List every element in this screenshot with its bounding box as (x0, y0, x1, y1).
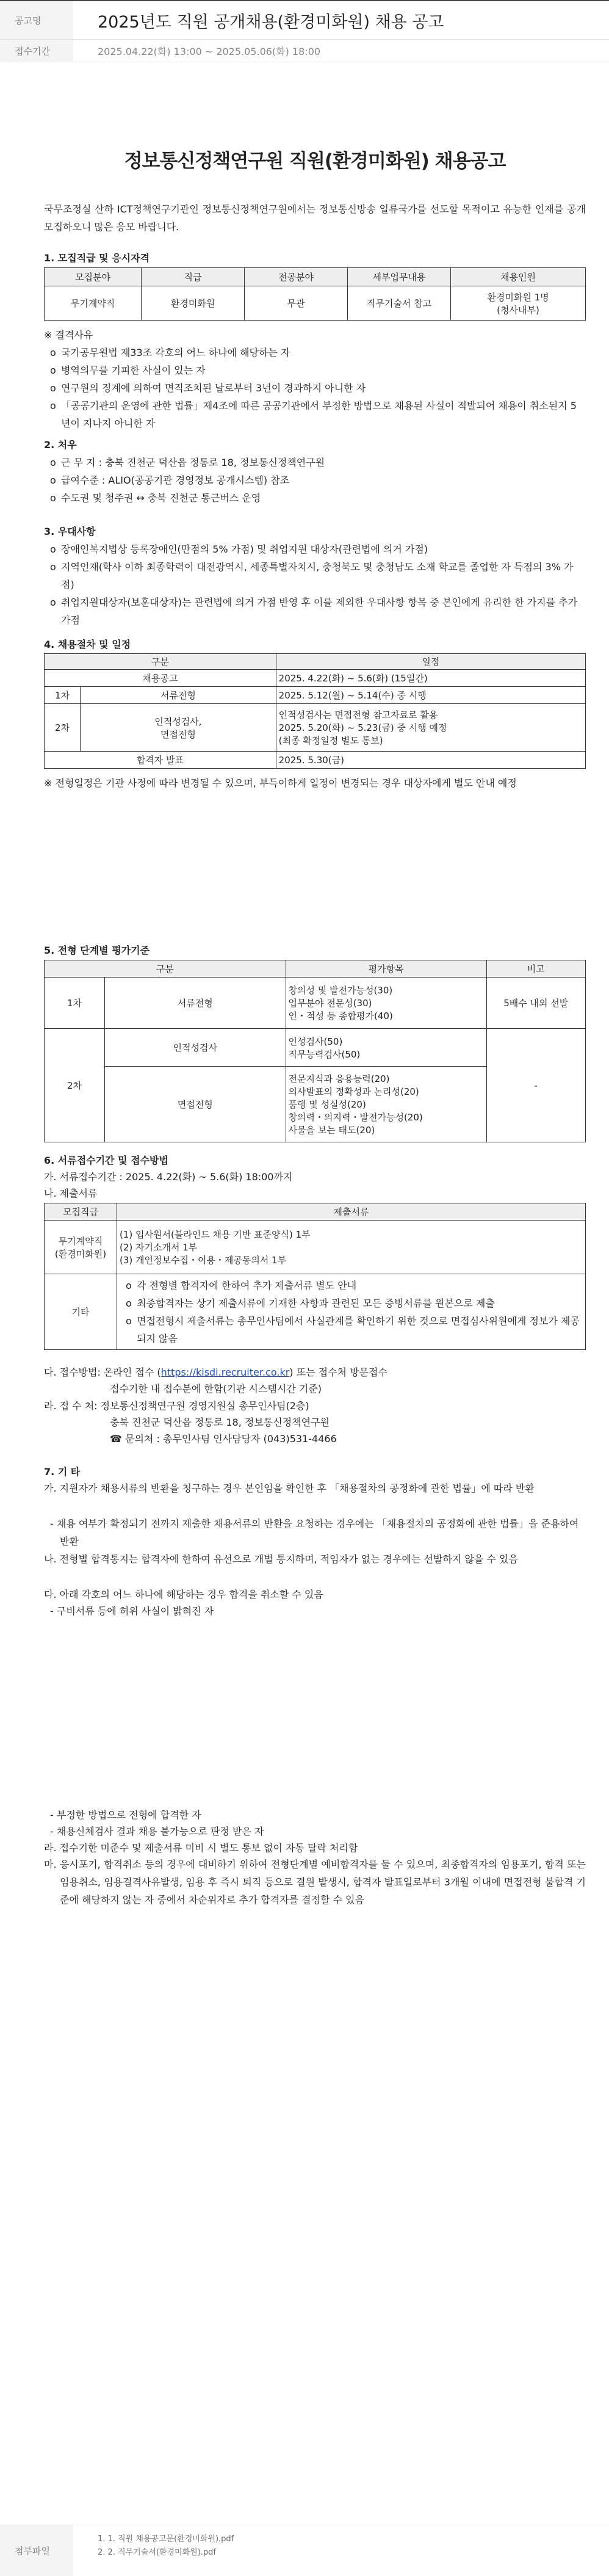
td-document-screening: 서류전형 (81, 687, 276, 704)
th-eval-note: 비고 (486, 960, 585, 978)
attachment-link[interactable]: 2. 2. 직무기술서(환경미화원).pdf (98, 2548, 217, 2557)
th-schedule: 일정 (276, 654, 585, 670)
recruitment-table (44, 267, 586, 321)
td-eval-stage-1: 1차 (45, 978, 105, 1029)
list-item: o 최종합격자는 상기 제출서류에 기재한 사항과 관련된 모든 증빙서류를 원본으로 제출 (120, 1294, 583, 1312)
section-4-title: 4. 채용절차 및 일정 (44, 639, 131, 650)
other-c1: - 구비서류 등에 허위 사실이 밝혀진 자 (50, 1605, 214, 1617)
td-eval-interview: 면접전형 (105, 1067, 286, 1142)
other-c3: - 채용신체검사 결과 채용 불가능으로 판정 받은 자 (50, 1826, 264, 1837)
treatment-list (44, 454, 586, 507)
list-item: o 면접전형시 제출서류는 총무인사팀에서 사실관계를 확인하기 위한 것으로 면접심사위원에게 정보가 제공되지 않음 (120, 1312, 583, 1348)
list-item: o 근 무 지 : 충북 진천군 덕산읍 정통로 18, 정보통신정책연구원 (44, 454, 586, 471)
attachments-label: 첨부파일 (0, 2525, 73, 2576)
preference-list (44, 540, 586, 629)
list-item: o 병역의무를 기피한 사실이 있는 자 (44, 361, 586, 379)
td-doc-etc: 기타 (45, 1274, 117, 1350)
section-2-title: 2. 처우 (44, 439, 77, 451)
other-a2: - 채용 여부가 확정되기 전까지 제출한 채용서류의 반환을 요청하는 경우에는 「채용절차의 공정화에 관한 법률」을 준용하여 반환 (50, 1518, 579, 1547)
td-result-date: 2025. 5.30(금) (276, 752, 585, 769)
td-announce-date: 2025. 4.22(화) ~ 5.6(화) (15일간) (276, 670, 585, 687)
required-documents-label: 나. 제출서류 (44, 1188, 98, 1199)
td-field: 무기계약직 (45, 286, 142, 321)
notice-period-row (0, 40, 609, 62)
th-eval-items: 평가항목 (286, 960, 486, 978)
td-major: 무관 (245, 286, 348, 321)
td-stage-1: 1차 (45, 687, 81, 704)
notice-title: 2025년도 직원 공개채용(환경미화원) 채용 공고 (98, 12, 444, 32)
td-eval-interview-items: 전문지식과 응용능력(20) 의사발표의 정확성과 논리성(20) 품행 및 성실성(20) 창의력・의지력・발전가능성(20) 사물을 보는 태도(20) (286, 1067, 486, 1142)
attachment-link[interactable]: 1. 1. 직원 채용공고문(환경미화원).pdf (98, 2534, 234, 2544)
td-grade: 환경미화원 (142, 286, 245, 321)
td-result: 합격자 발표 (45, 752, 276, 769)
document-title: 정보통신정책연구원 직원(환경미화원) 채용공고 (124, 150, 506, 172)
attachments-row (0, 2525, 609, 2576)
td-stage-2: 2차 (45, 704, 81, 752)
disqualification-note: ※ 결격사유 (44, 329, 93, 341)
th-headcount: 채용인원 (451, 268, 586, 286)
attachments-list (73, 2525, 234, 2576)
td-interview: 인적성검사, 면접전형 (81, 704, 276, 752)
td-doc-list: (1) 입사원서(블라인드 채용 기반 표준양식) 1부 (2) 자기소개서 1부 (3) 개인정보수집・이용・제공동의서 1부 (117, 1221, 586, 1274)
list-item: o 장애인복지법상 등록장애인(만점의 5% 가점) 및 취업지원 대상자(관련법에 의거 가점) (44, 540, 586, 558)
th-division: 구분 (45, 654, 276, 670)
th-major: 전공분야 (245, 268, 348, 286)
th-duty: 세부업무내용 (348, 268, 451, 286)
th-eval-division: 구분 (45, 960, 286, 978)
other-a: 가. 지원자가 채용서류의 반환을 청구하는 경우 본인임을 확인한 후 「채용절차의 공정화에 관한 법률」에 따라 반환 (44, 1482, 535, 1494)
td-eval-document-note: 5배수 내외 선발 (486, 978, 585, 1029)
other-c: 다. 아래 각호의 어느 하나에 해당하는 경우 합격을 취소할 수 있음 (44, 1589, 323, 1600)
list-item: o 취업지원대상자(보훈대상자)는 관련법에 의거 가점 반영 후 이를 제외한 우대사항 항목 중 본인에게 유리한 한 가지를 추가 가점 (44, 593, 586, 629)
section-1-title: 1. 모집직급 및 응시자격 (44, 252, 150, 264)
th-grade: 직급 (142, 268, 245, 286)
td-eval-aptitude-items: 인성검사(50) 직무능력검사(50) (286, 1029, 486, 1067)
section-5-title: 5. 전형 단계별 평가기준 (44, 945, 150, 956)
td-eval-document: 서류전형 (105, 978, 286, 1029)
th-doc-grade: 모집직급 (45, 1203, 117, 1221)
section-7-title: 7. 기 타 (44, 1466, 81, 1478)
list-item: o 연구원의 징계에 의하여 면직조치된 날로부터 3년이 경과하지 아니한 자 (44, 379, 586, 397)
application-address: 충북 진천군 덕산읍 정통로 18, 정보통신정책연구원 (110, 1417, 330, 1428)
schedule-note: ※ 전형일정은 기관 사정에 따라 변경될 수 있으며, 부득이하게 일정이 변경되는 경우 대상자에게 별도 안내 예정 (44, 777, 517, 789)
section-3-title: 3. 우대사항 (44, 526, 96, 537)
other-b: 나. 전형별 합격통지는 합격자에 한하여 유선으로 개별 통지하며, 적임자가 없는 경우에는 선발하지 않을 수 있음 (44, 1553, 518, 1565)
list-item: o 각 전형별 합격자에 한하여 추가 제출서류 별도 안내 (120, 1277, 583, 1294)
application-office: 라. 접 수 처: 정보통신정책연구원 경영지원실 총무인사팀(2층) (44, 1400, 309, 1412)
list-item: o 국가공무원법 제33조 각호의 어느 하나에 해당하는 자 (44, 344, 586, 361)
application-method-note: 접수기한 내 접수분에 한함(기관 시스템시간 기준) (110, 1383, 322, 1395)
section-6-title: 6. 서류접수기간 및 접수방법 (44, 1155, 168, 1166)
td-doc-grade: 무기계약직 (환경미화원) (45, 1221, 117, 1274)
td-duty: 직무기술서 참고 (348, 286, 451, 321)
other-d: 라. 접수기한 미준수 및 제출서류 미비 시 별도 통보 없이 자동 탈락 처리함 (44, 1842, 358, 1854)
td-announce: 채용공고 (45, 670, 276, 687)
th-field: 모집분야 (45, 268, 142, 286)
td-eval-document-items: 창의성 및 발전가능성(30) 업무분야 전문성(30) 인・적성 등 종합평가(40) (286, 978, 486, 1029)
notice-period: 2025.04.22(화) 13:00 ~ 2025.05.06(화) 18:00 (98, 45, 321, 57)
other-c2: - 부정한 방법으로 전형에 합격한 자 (50, 1809, 201, 1821)
other-e: 마. 응시포기, 합격취소 등의 경우에 대비하기 위하여 전형단계별 예비합격자를 둘 수 있으며, 최종합격자의 임용포기, 합격 또는 임용취소, 임용결격사유발생, 임용 후 즉시 퇴직 등으로 결원 발생시, 합격자 발표일로부터 3개월 이내에 면접전형 불합격 기준에 해당하지 않는 자 중에서 차순위자로 추가 합격자를 결정할 수 있음 (44, 1859, 586, 1906)
list-item: o 지역인재(학사 이하 최종학력이 대전광역시, 세종특별자치시, 충청북도 및 충청남도 소재 학교를 졸업한 자 득점의 3% 가점) (44, 558, 586, 593)
recruiter-link[interactable]: https://kisdi.recruiter.co.kr (160, 1366, 290, 1378)
evaluation-table (44, 960, 586, 1142)
td-eval-aptitude: 인적성검사 (105, 1029, 286, 1067)
list-item: o 수도권 및 청주권 ↔ 충북 진천군 통근버스 운영 (44, 489, 586, 507)
application-method: 다. 접수방법: 온라인 접수 (https://kisdi.recruiter.co.kr) 또는 접수처 방문접수 (44, 1366, 387, 1378)
td-eval-stage-2: 2차 (45, 1029, 105, 1142)
td-headcount: 환경미화원 1명 (청사내부) (451, 286, 586, 321)
notice-title-row (0, 0, 609, 40)
documents-table (44, 1203, 586, 1350)
list-item: o 급여수준 : ALIO(공공기관 경영정보 공개시스템) 참조 (44, 471, 586, 489)
intro-text: 국무조정실 산하 ICT정책연구기관인 정보통신정책연구원에서는 정보통신방송 일류국가를 선도할 목적이고 유능한 인재를 공개모집하오니 많은 응모 바랍니다. (44, 203, 586, 233)
disqualification-list (44, 344, 586, 432)
td-doc-etc-list (117, 1274, 586, 1350)
list-item: o 「공공기관의 운영에 관한 법률」제4조에 따른 공공기관에서 부정한 방법으로 채용된 사실이 적발되어 채용이 취소된지 5년이 지나지 아니한 자 (44, 397, 586, 432)
td-interview-date: 인적성검사는 면접전형 참고자료로 활용 2025. 5.20(화) ~ 5.23(금) 중 시행 예정 (최종 확정일정 별도 통보) (276, 704, 585, 752)
td-eval-stage-2-note: - (486, 1029, 585, 1142)
th-doc-list: 제출서류 (117, 1203, 586, 1221)
td-doc-date: 2025. 5.12(월) ~ 5.14(수) 중 시행 (276, 687, 585, 704)
contact-info: ☎ 문의처 : 총무인사팀 인사담당자 (043)531-4466 (110, 1433, 337, 1445)
schedule-table (44, 653, 586, 769)
notice-title-label: 공고명 (0, 1, 73, 39)
application-period: 가. 서류접수기간 : 2025. 4.22(화) ~ 5.6(화) 18:00까지 (44, 1171, 293, 1183)
notice-period-label: 접수기간 (0, 40, 73, 62)
